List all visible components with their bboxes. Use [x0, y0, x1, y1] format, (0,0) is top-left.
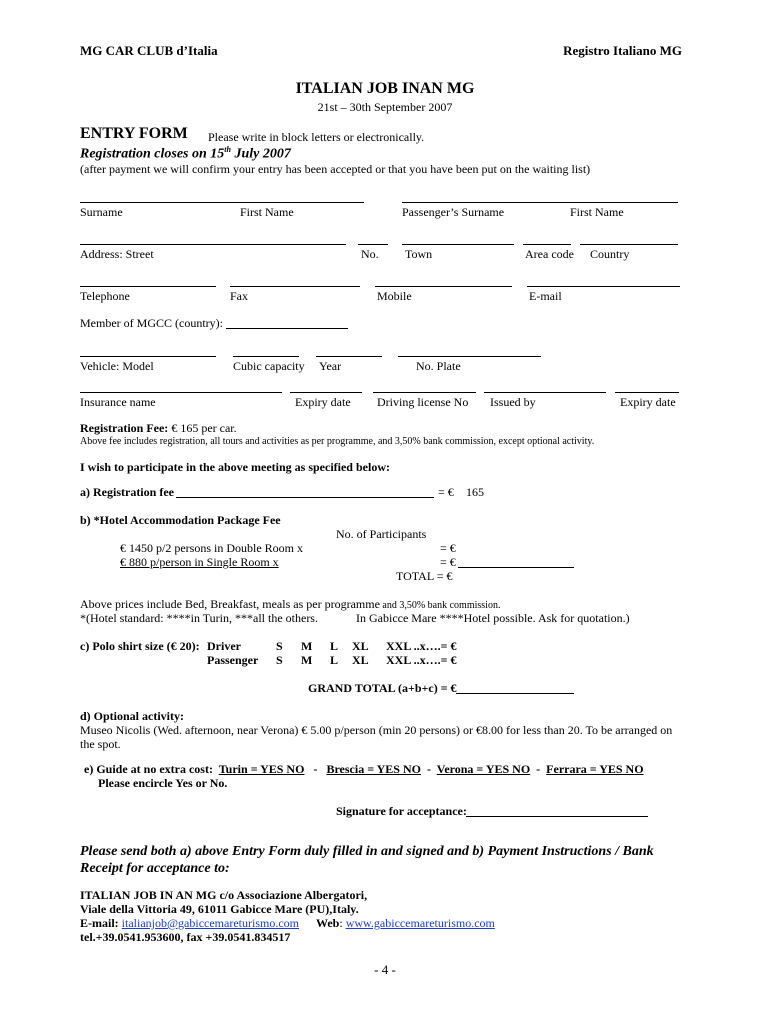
guide-ferrara[interactable]: Ferrara = YES NO	[546, 762, 644, 776]
prices-note-b: and 3,50% bank commission.	[379, 600, 501, 611]
reg-fee-amount: 165	[466, 485, 484, 499]
reg-fee-line[interactable]	[176, 497, 434, 498]
entry-instruction: Please write in block letters or electronically.	[208, 130, 425, 144]
contact-email-row	[80, 916, 299, 931]
passenger-surname-label: Passenger’s Surname	[402, 205, 505, 219]
expiry-date2-label: Expiry date	[620, 395, 676, 409]
contact-web-link[interactable]: www.gabiccemareturismo.com	[345, 916, 495, 930]
driver-size-s[interactable]: S	[276, 639, 283, 653]
guide-dash-2: -	[426, 762, 431, 776]
deadline-sup: th	[224, 145, 231, 154]
page-number: - 4 -	[374, 962, 396, 977]
contact-web-row	[316, 916, 495, 931]
registration-fee-label: Registration Fee:	[80, 421, 169, 435]
grand-total-label: GRAND TOTAL (a+b+c) = €	[308, 681, 457, 695]
hotel-standard-b: In Gabicce Mare ****Hotel possible. Ask for quotation.)	[356, 611, 630, 625]
passenger-first-name-label: First Name	[570, 205, 624, 219]
contact-email-label: E-mail:	[80, 916, 119, 930]
prices-note-a: Above prices include Bed, Breakfast, meals as per programme	[80, 597, 380, 611]
driver-size-m[interactable]: M	[301, 639, 313, 653]
polo-label: c) Polo shirt size (€ 20):	[80, 639, 200, 653]
guide-line	[84, 762, 644, 777]
surname-label: Surname	[80, 205, 123, 219]
plate-label: No. Plate	[416, 359, 461, 373]
deadline-tail: July 2007	[230, 146, 291, 162]
guide-turin[interactable]: Turin = YES NO	[218, 762, 305, 776]
first-name-label: First Name	[240, 205, 294, 219]
reg-fee-eq: = €	[438, 485, 454, 499]
payment-note: (after payment we will confirm your entry has been accepted or that you have been put on the waiting list)	[80, 162, 591, 176]
page-title: ITALIAN JOB INAN MG	[295, 80, 475, 97]
country-label: Country	[590, 247, 630, 261]
passenger-size-s[interactable]: S	[276, 653, 283, 667]
participants-label: No. of Participants	[336, 527, 427, 541]
registration-fee-line	[80, 421, 237, 436]
entry-form-heading: ENTRY FORM	[80, 125, 188, 142]
driver-size-xxl[interactable]: XXL ..x….= €	[386, 639, 457, 653]
address-street-label: Address: Street	[80, 247, 154, 261]
send-instructions-line1: Please send both a) above Entry Form duly filled in and signed and b) Payment Instructions / Bank	[80, 844, 654, 859]
registration-deadline	[80, 145, 291, 163]
polo-passenger-label: Passenger	[207, 653, 259, 667]
issued-by-label: Issued by	[490, 395, 536, 409]
header-right: Registro Italiano MG	[563, 43, 682, 58]
area-code-label: Area code	[525, 247, 574, 261]
member-label: Member of MGCC (country):	[80, 316, 223, 330]
double-room-label: € 1450 p/2 persons in Double Room x	[120, 541, 303, 555]
hotel-total-label: TOTAL = €	[396, 569, 453, 583]
prices-note	[80, 597, 500, 612]
participate-heading: I wish to participate in the above meeting as specified below:	[80, 460, 390, 474]
hotel-label: b) *Hotel Accommodation Package Fee	[80, 513, 281, 527]
polo-driver-label: Driver	[207, 639, 241, 653]
contact-org: ITALIAN JOB IN AN MG c/o Associazione Albergatori,	[80, 888, 368, 902]
passenger-size-xl[interactable]: XL	[352, 653, 369, 667]
optional-activity-label: d) Optional activity:	[80, 709, 184, 723]
passenger-size-l[interactable]: L	[330, 653, 339, 667]
guide-encircle-note: Please encircle Yes or No.	[98, 776, 228, 790]
year-label: Year	[319, 359, 342, 373]
single-room-label: € 880 p/person in Single Room x	[120, 555, 279, 569]
passenger-size-m[interactable]: M	[301, 653, 313, 667]
guide-label: e) Guide at no extra cost:	[84, 762, 213, 776]
cubic-capacity-label: Cubic capacity	[233, 359, 305, 373]
send-instructions-line2: Receipt for acceptance to:	[80, 861, 230, 876]
passenger-size-xxl[interactable]: XXL ..x….= €	[386, 653, 457, 667]
guide-verona[interactable]: Verona = YES NO	[436, 762, 531, 776]
member-input-line[interactable]	[226, 328, 348, 329]
deadline-text: Registration closes on 15	[80, 146, 225, 162]
contact-tel-fax: tel.+39.0541.953600, fax +39.0541.834517	[80, 930, 291, 944]
fax-label: Fax	[230, 289, 248, 303]
town-label: Town	[405, 247, 433, 261]
single-room-eq: = €	[440, 555, 456, 569]
insurance-name-label: Insurance name	[80, 395, 156, 409]
grand-total-line[interactable]	[456, 693, 574, 694]
guide-dash-3: -	[536, 762, 541, 776]
expiry-date-label: Expiry date	[295, 395, 351, 409]
header-left: MG CAR CLUB d’Italia	[80, 43, 218, 58]
contact-web-label: Web	[316, 916, 340, 930]
guide-dash-1: -	[313, 762, 318, 776]
optional-activity-line1: Museo Nicolis (Wed. afternoon, near Verona) € 5.00 p/person (min 20 persons) or €8.00 for less than 20. To be arranged on	[80, 723, 673, 737]
fee-includes-note: Above fee includes registration, all tours and activities as per programme, and 3,50% bank commission, except optional activity.	[80, 436, 595, 447]
telephone-label: Telephone	[80, 289, 130, 303]
driving-license-label: Driving license No	[377, 395, 469, 409]
vehicle-model-label: Vehicle: Model	[80, 359, 154, 373]
mobile-label: Mobile	[377, 289, 412, 303]
address-no-label: No.	[361, 247, 379, 261]
registration-fee-value: € 165 per car.	[168, 421, 237, 435]
contact-address: Viale della Vittoria 49, 61011 Gabicce Mare (PU),Italy.	[80, 902, 359, 916]
guide-brescia[interactable]: Brescia = YES NO	[326, 762, 421, 776]
double-room-eq: = €	[440, 541, 456, 555]
email-label: E-mail	[529, 289, 562, 303]
signature-line[interactable]	[466, 816, 648, 817]
single-room-line[interactable]	[458, 567, 574, 568]
hotel-standard-a: *(Hotel standard: ****in Turin, ***all the others.	[80, 611, 318, 625]
driver-size-l[interactable]: L	[330, 639, 339, 653]
signature-label: Signature for acceptance:	[336, 804, 467, 818]
contact-email-link[interactable]: italianjob@gabiccemareturismo.com	[121, 916, 299, 930]
optional-activity-line2: the spot.	[80, 737, 121, 751]
driver-size-xl[interactable]: XL	[352, 639, 369, 653]
reg-fee-label: a) Registration fee	[80, 485, 174, 499]
contact-web-colon: :	[339, 916, 343, 930]
event-dates: 21st – 30th September 2007	[317, 100, 453, 114]
